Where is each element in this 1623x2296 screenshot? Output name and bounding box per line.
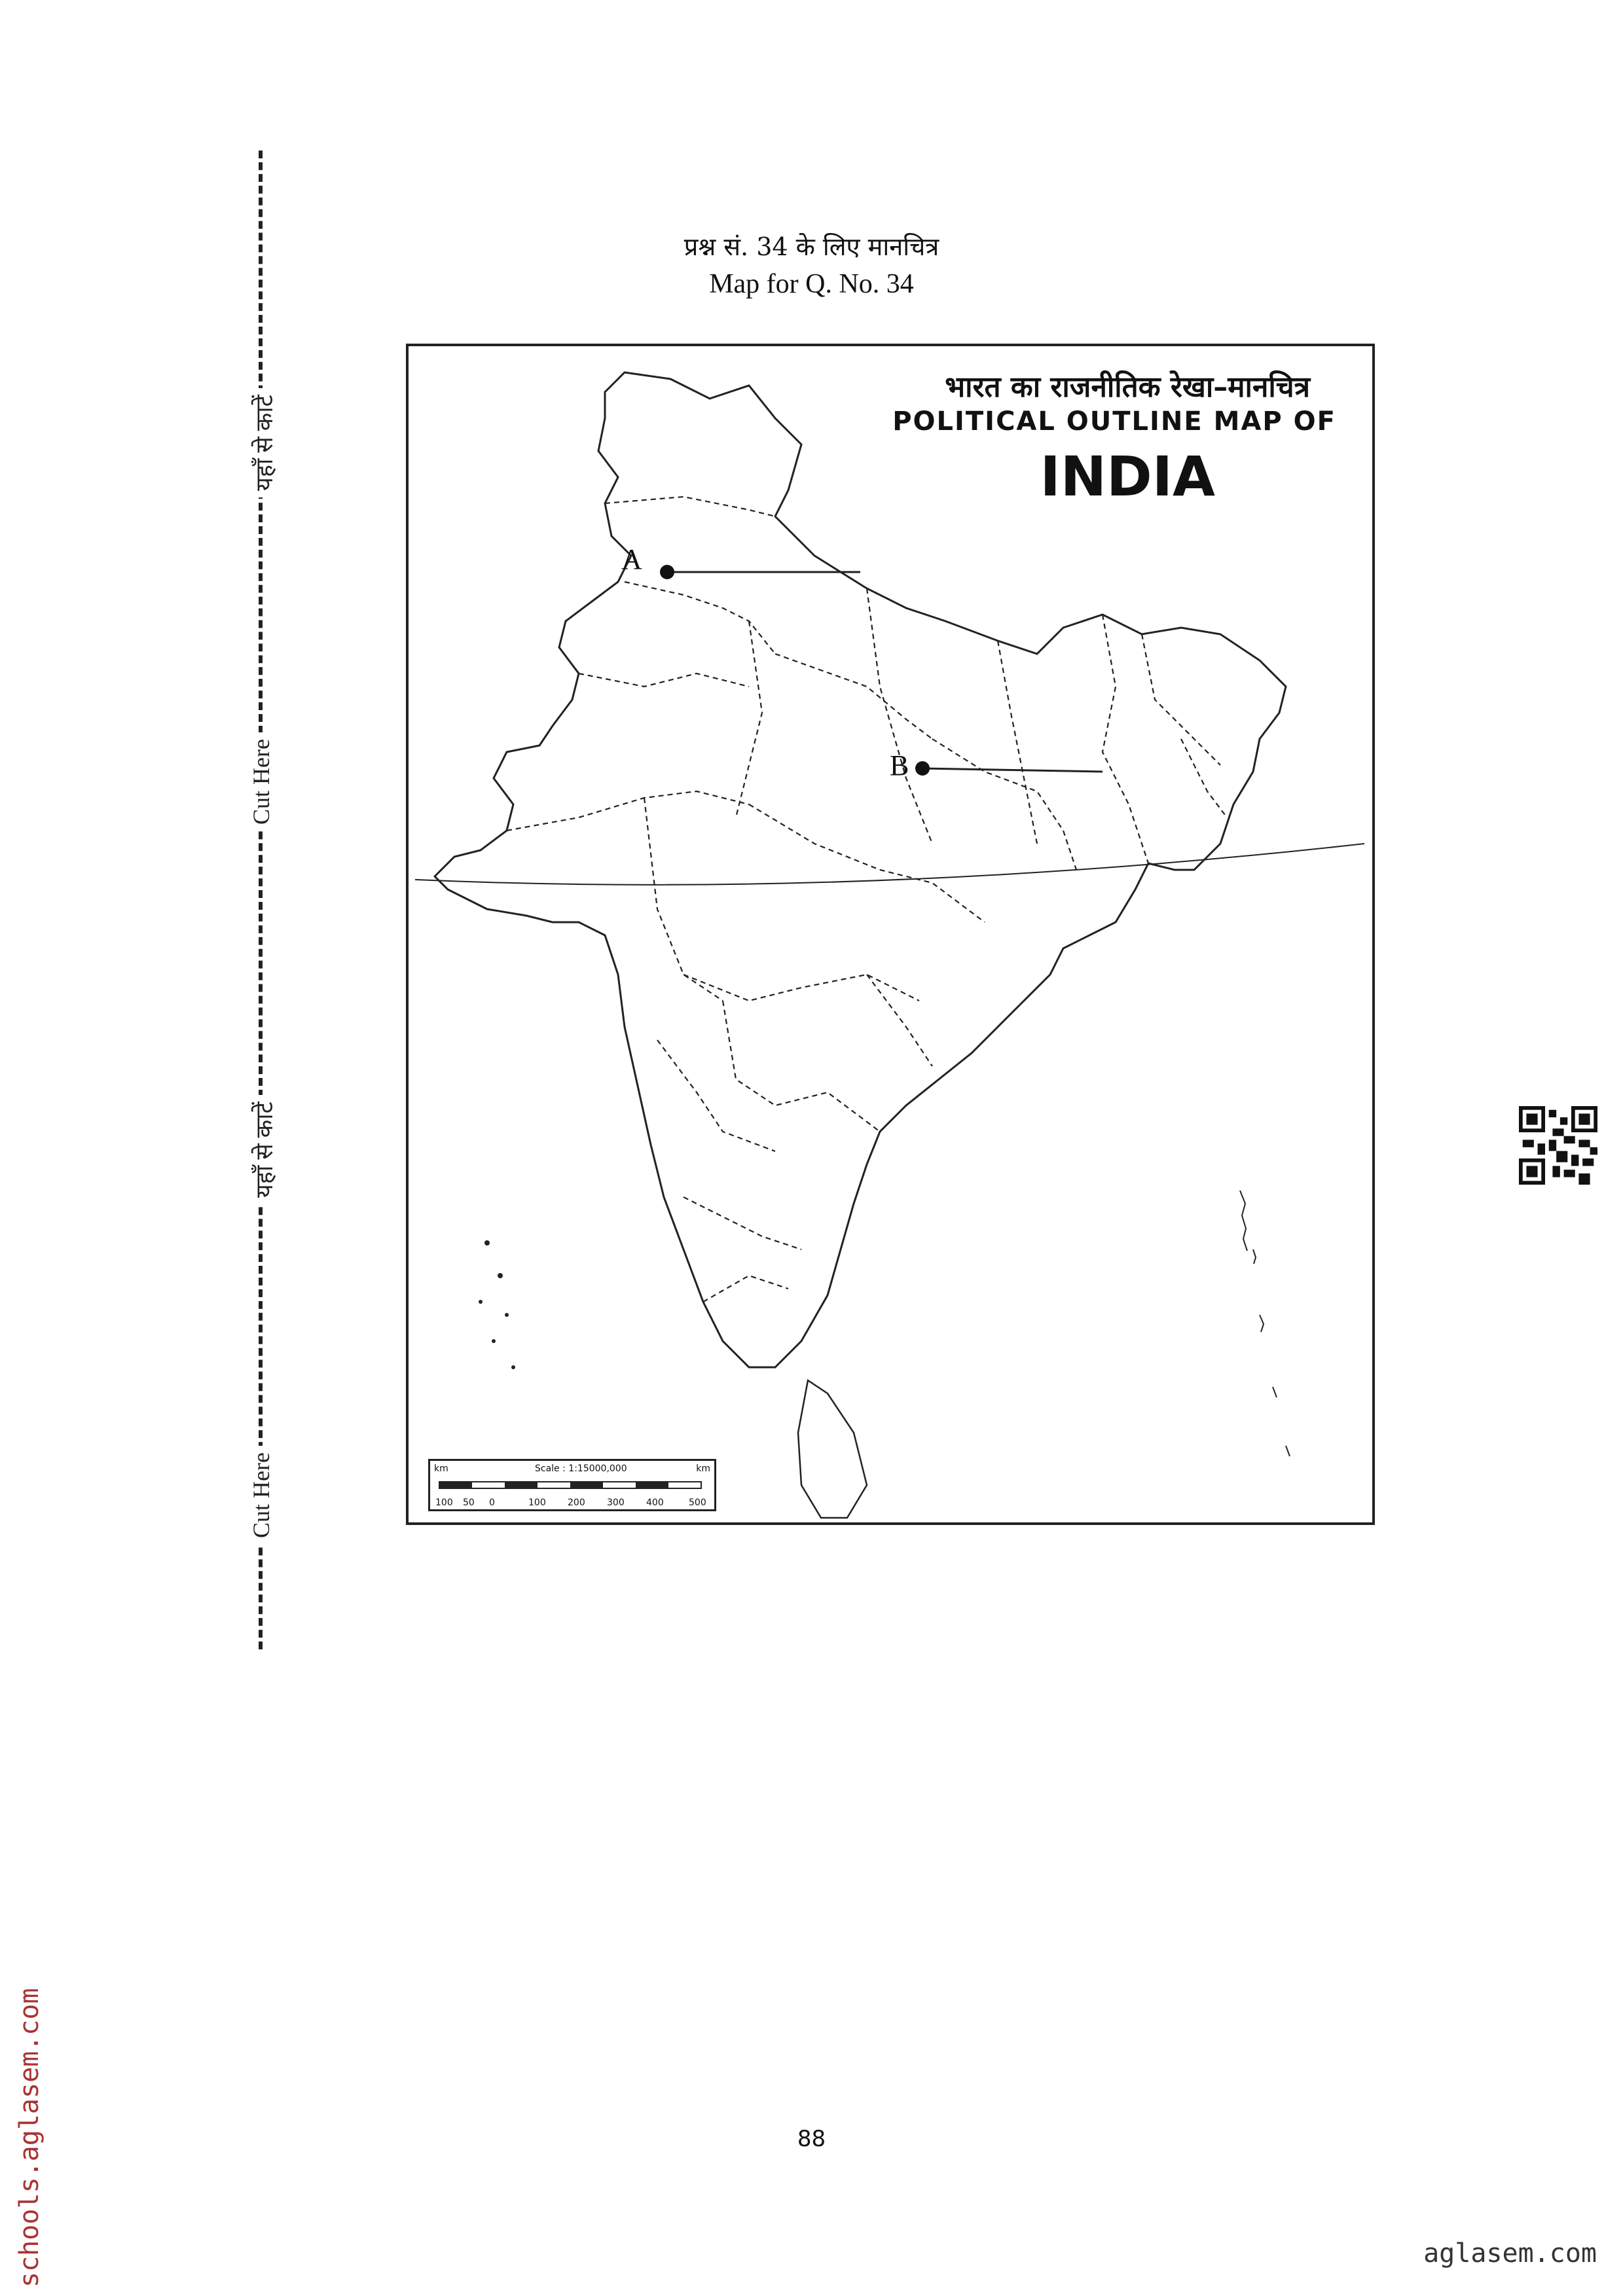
cut-label-english-bottom: Cut Here xyxy=(247,1446,275,1545)
map-title-english: POLITICAL OUTLINE MAP OF xyxy=(892,406,1336,437)
map-title-hindi: भारत का राजनीतिक रेखा–मानचित्र xyxy=(945,370,1310,404)
andaman-nicobar-islands xyxy=(1240,1191,1290,1456)
point-a-label: A xyxy=(621,543,642,575)
scale-unit-right: km xyxy=(696,1463,710,1474)
scale-tick-6: 400 xyxy=(646,1498,664,1508)
watermark-right: aglasem.com xyxy=(1423,2238,1597,2269)
page-number: 88 xyxy=(797,2126,826,2152)
scale-text: Scale : 1:15000,000 xyxy=(535,1463,627,1474)
scale-tick-5: 300 xyxy=(607,1498,625,1508)
cut-label-hindi-bottom: यहाँ से काटें xyxy=(247,1095,280,1204)
map-scale-bar xyxy=(428,1459,716,1511)
question-heading-english: Map for Q. No. 34 xyxy=(709,269,914,299)
qr-code-icon xyxy=(1519,1106,1597,1185)
map-title-country: INDIA xyxy=(1040,444,1215,509)
lakshadweep-islands xyxy=(479,1240,515,1369)
india-outline-map xyxy=(406,344,1375,1525)
question-heading-hindi: प्रश्न सं. 34 के लिए मानचित्र xyxy=(684,232,939,261)
scale-tick-4: 200 xyxy=(568,1498,585,1508)
state-boundaries xyxy=(507,497,1227,1302)
point-b-label: B xyxy=(890,749,909,781)
india-map-svg xyxy=(409,346,1372,1522)
point-a-marker xyxy=(660,565,674,579)
scale-tick-0: 100 xyxy=(435,1498,453,1508)
scale-bar-graphic xyxy=(433,1477,714,1496)
cut-label-hindi-top: यहाँ से काटें xyxy=(247,388,280,497)
point-b-leader-line xyxy=(922,768,1103,772)
scale-unit-left: km xyxy=(434,1463,448,1474)
cut-label-english-top: Cut Here xyxy=(247,732,275,831)
sri-lanka-outline xyxy=(798,1380,867,1518)
cut-guide-line xyxy=(259,151,263,1649)
point-b-marker xyxy=(915,761,930,776)
india-mainland-outline xyxy=(435,372,1286,1367)
scale-tick-2: 0 xyxy=(489,1498,495,1508)
scale-tick-3: 100 xyxy=(528,1498,546,1508)
scale-tick-7: 500 xyxy=(689,1498,706,1508)
watermark-left: schools.aglasem.com xyxy=(14,1988,45,2287)
tropic-of-cancer-line xyxy=(415,844,1364,885)
scale-tick-1: 50 xyxy=(463,1498,475,1508)
